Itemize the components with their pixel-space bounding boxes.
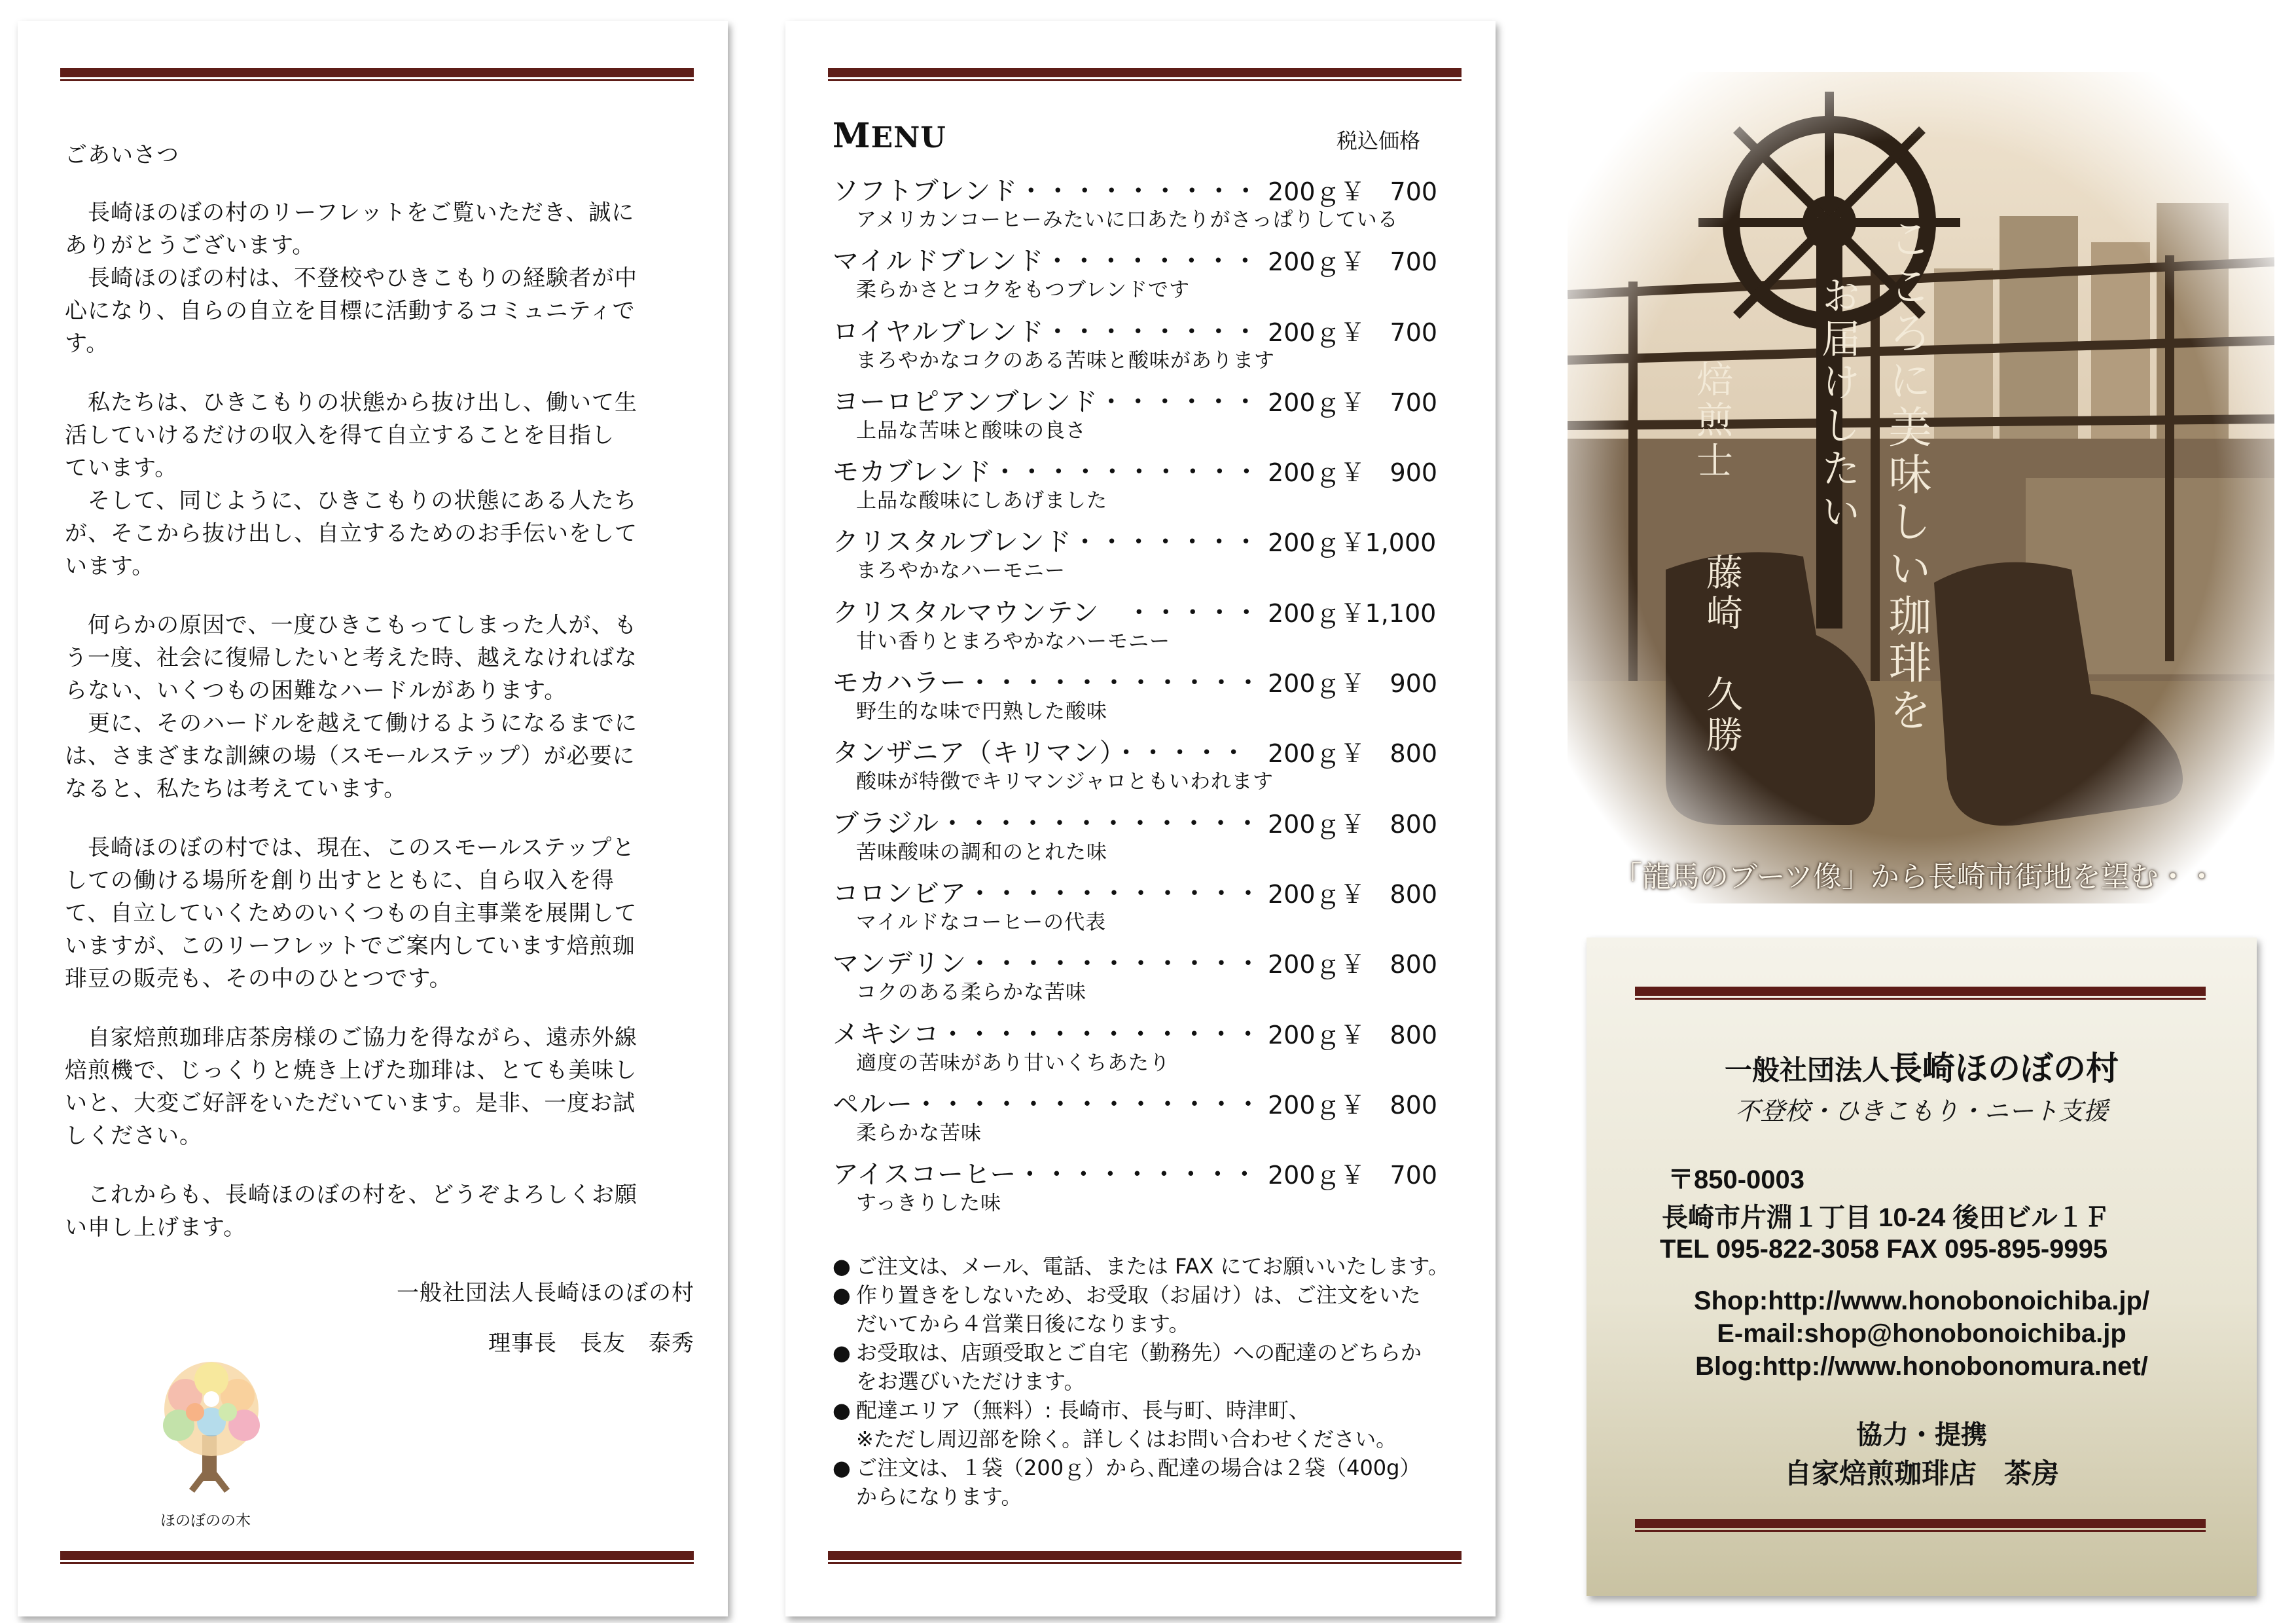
menu-item xyxy=(833,943,1487,1013)
menu-item-description: コクのある柔らかな苦味 xyxy=(856,981,1086,1005)
greeting-line: 何らかの原因で、一度ひきこもってしまった人が、も xyxy=(65,612,637,638)
order-note xyxy=(833,1338,1487,1396)
greeting-line: が、そこから抜け出し、自立するためのお手伝いをして xyxy=(65,520,637,547)
greeting-line: 長崎ほのぼの村では、現在、このスモールステップと xyxy=(65,835,636,861)
greeting-line: しください。 xyxy=(65,1123,202,1149)
menu-item xyxy=(833,451,1487,521)
menu-item xyxy=(833,521,1487,591)
menu-item xyxy=(833,592,1487,662)
menu-title: MENU xyxy=(833,116,946,156)
menu-item-name: モカブレンド・・・・・・・・・・ xyxy=(833,457,1261,488)
greeting-line: う一度、社会に復帰したいと考えた時、越えなければな xyxy=(65,645,637,671)
menu-item-description: 上品な酸味にしあげました xyxy=(856,489,1107,513)
menu-item-name: コロンビア・・・・・・・・・・・ xyxy=(833,878,1262,909)
partner-label: 協力・提携 xyxy=(1856,1421,1987,1450)
partner-name: 自家焙煎珈琲店 茶房 xyxy=(1784,1458,2059,1489)
greeting-line: 心になり、自らの自立を目標に活動するコミュニティで xyxy=(65,298,636,324)
top-rule xyxy=(60,68,694,84)
greeting-line: す。 xyxy=(65,331,109,357)
slogan-line-1: こころに美味しい珈琲を xyxy=(1881,216,1931,735)
greeting-line: しての働ける場所を創り出すとともに、自ら収入を得 xyxy=(65,867,615,894)
menu-item-price: 200ｇ￥ 900 xyxy=(1268,669,1438,699)
menu-item-price: 200ｇ￥ 800 xyxy=(1268,879,1438,909)
menu-item-name: ソフトブレンド・・・・・・・・・ xyxy=(833,176,1260,206)
greeting-line: これからも、長崎ほのぼの村を、どうぞよろしくお願 xyxy=(65,1182,637,1208)
menu-item-description: 適度の苦味があり甘いくちあたり xyxy=(856,1051,1170,1075)
greeting-line: いと、大変ご好評をいただいています。是非、一度お試 xyxy=(65,1090,636,1116)
menu-item xyxy=(833,381,1487,451)
order-note xyxy=(833,1453,1487,1511)
menu-item xyxy=(833,1013,1487,1084)
menu-item-price: 200ｇ￥ 900 xyxy=(1268,458,1438,488)
email-address[interactable]: E-mail:shop@honobonoichiba.jp xyxy=(1717,1319,2126,1348)
menu-item xyxy=(833,873,1487,943)
menu-item-price: 200ｇ￥ 800 xyxy=(1268,739,1438,769)
greeting-panel xyxy=(18,21,728,1616)
org-signature: 一般社団法人長崎ほのぼの村 xyxy=(397,1280,694,1306)
order-note-line: 配達エリア（無料）: 長崎市、長与町、時津町、 xyxy=(856,1398,1310,1423)
menu-item-name: ロイヤルブレンド・・・・・・・・ xyxy=(833,316,1259,347)
tax-included-label: 税込価格 xyxy=(1336,128,1421,153)
menu-item xyxy=(833,803,1487,873)
menu-panel xyxy=(785,21,1496,1616)
menu-item-name: モカハラー・・・・・・・・・・・ xyxy=(833,668,1262,699)
greeting-line: 活していけるだけの収入を得て自立することを目指し xyxy=(65,422,615,448)
greeting-line: 琲豆の販売も、その中のひとつです。 xyxy=(65,966,452,992)
greeting-line: らない、いくつもの困難なハードルがあります。 xyxy=(65,678,567,704)
menu-item-price: 200ｇ￥1,000 xyxy=(1268,528,1437,558)
menu-item xyxy=(833,1154,1487,1224)
menu-item-price: 200ｇ￥ 700 xyxy=(1268,177,1438,206)
menu-item-name: アイスコーヒー・・・・・・・・・ xyxy=(833,1159,1259,1190)
menu-item xyxy=(833,240,1487,310)
order-note-line: ご注文は、１袋（200ｇ）から､配達の場合は２袋（400g） xyxy=(856,1455,1421,1480)
menu-item-name: マイルドブレンド・・・・・・・・ xyxy=(833,246,1259,277)
bullet-icon: ● xyxy=(833,1254,851,1279)
greeting-line: いますが、このリーフレットでご案内しています焙煎珈 xyxy=(65,933,636,959)
menu-list xyxy=(833,170,1487,1224)
bullet-icon: ● xyxy=(833,1398,851,1423)
order-note-line: 作り置きをしないため、お受取（お届け）は、ご注文をいた xyxy=(856,1283,1421,1307)
greeting-line: て、自立していくためのいくつもの自主事業を展開して xyxy=(65,900,637,926)
menu-item-price: 200ｇ￥1,100 xyxy=(1268,598,1437,628)
postal-code: 〒850-0003 xyxy=(1668,1165,1805,1194)
roaster-title: 焙煎士 xyxy=(1691,360,1733,482)
greeting-body xyxy=(65,196,693,1244)
contact-box xyxy=(1587,938,2257,1596)
menu-item-description: 柔らかさとコクをもつブレンドです xyxy=(856,278,1190,302)
menu-item-price: 200ｇ￥ 700 xyxy=(1268,247,1438,277)
menu-item-description: 野生的な味で円熟した酸味 xyxy=(856,700,1107,724)
menu-item-description: アメリカンコーヒーみたいに口あたりがさっぱりしている xyxy=(856,208,1399,232)
order-note-line: だいてから４営業日後になります。 xyxy=(856,1311,1190,1336)
menu-item xyxy=(833,662,1487,732)
order-note-line: からになります。 xyxy=(856,1484,1022,1509)
menu-item-description: まろやかなコクのある苦味と酸味があります xyxy=(856,348,1275,373)
address: 長崎市片淵１丁目 10-24 後田ビル１Ｆ xyxy=(1662,1203,2110,1232)
menu-item-description: 苦味酸味の調和のとれた味 xyxy=(856,840,1107,864)
greeting-line: い申し上げます。 xyxy=(65,1214,247,1241)
bullet-icon: ● xyxy=(833,1455,851,1480)
greeting-line: 長崎ほのぼの村のリーフレットをご覧いただき、誠に xyxy=(65,200,635,226)
top-rule xyxy=(828,68,1462,84)
menu-item-price: 200ｇ￥ 800 xyxy=(1268,1090,1438,1120)
menu-item-price: 200ｇ￥ 700 xyxy=(1268,388,1438,417)
menu-item-name: メキシコ・・・・・・・・・・・・ xyxy=(833,1019,1262,1049)
greeting-line: ています。 xyxy=(65,455,178,481)
menu-item-price: 200ｇ￥ 800 xyxy=(1268,950,1438,979)
menu-item-price: 200ｇ￥ 800 xyxy=(1268,1020,1438,1049)
bottom-rule xyxy=(1635,1519,2206,1535)
tree-logo xyxy=(139,1350,283,1501)
order-note-line: ※ただし周辺部を除く。詳しくはお問い合わせください。 xyxy=(856,1427,1397,1451)
greeting-line: います。 xyxy=(65,553,155,579)
menu-item-name: クリスタルブレンド・・・・・・・ xyxy=(833,527,1260,558)
top-rule xyxy=(1635,987,2206,1002)
bullet-icon: ● xyxy=(833,1283,851,1307)
org-subtitle: 不登校・ひきこもり・ニート支援 xyxy=(1734,1098,2108,1125)
menu-item-description: 上品な苦味と酸味の良さ xyxy=(856,418,1086,443)
bottom-rule xyxy=(60,1551,694,1567)
org-name: 一般社団法人長崎ほのぼの村 xyxy=(1724,1050,2119,1087)
greeting-line: 自家焙煎珈琲店茶房様のご協力を得ながら、遠赤外線 xyxy=(65,1025,637,1051)
menu-item-name: マンデリン・・・・・・・・・・・ xyxy=(833,949,1262,979)
greeting-line: 私たちは、ひきこもりの状態から抜け出し、働いて生 xyxy=(65,390,637,416)
order-note xyxy=(833,1281,1487,1338)
slogan-line-2: お届けしたい xyxy=(1815,275,1861,534)
bottom-rule xyxy=(828,1551,1462,1567)
menu-item-name: タンザニア（キリマン）・・・・・ xyxy=(833,738,1247,769)
menu-item-description: マイルドなコーヒーの代表 xyxy=(856,910,1107,934)
menu-item-description: まろやかなハーモニー xyxy=(856,559,1066,583)
signer-name: 理事長 長友 泰秀 xyxy=(488,1330,694,1357)
tel-fax: TEL 095-822-3058 FAX 095-895-9995 xyxy=(1660,1235,2108,1264)
menu-item-name: ヨーロピアンブレンド・・・・・・ xyxy=(833,386,1259,417)
greeting-heading: ごあいさつ xyxy=(65,142,179,168)
tree-caption: ほのぼのの木 xyxy=(160,1512,251,1529)
greeting-line: なると、私たちは考えています。 xyxy=(65,776,407,802)
menu-item-name: ペルー・・・・・・・・・・・・・ xyxy=(833,1089,1262,1120)
menu-item-name: ブラジル・・・・・・・・・・・・ xyxy=(833,808,1261,839)
bullet-icon: ● xyxy=(833,1340,851,1365)
greeting-line: 長崎ほのぼの村は、不登校やひきこもりの経験者が中 xyxy=(65,265,637,291)
greeting-line: そして、同じように、ひきこもりの状態にある人たち xyxy=(65,488,637,514)
greeting-line: 焙煎機で、じっくりと焼き上げた珈琲は、とても美味し xyxy=(65,1057,637,1084)
menu-item-name: クリスタルマウンテン ・・・・・ xyxy=(833,597,1261,628)
menu-item-price: 200ｇ￥ 800 xyxy=(1268,809,1438,839)
menu-item-price: 200ｇ￥ 700 xyxy=(1268,318,1438,347)
order-note-line: をお選びいただけます。 xyxy=(856,1369,1085,1394)
blog-url[interactable]: Blog:http://www.honobonomura.net/ xyxy=(1695,1352,2148,1381)
menu-item-description: 甘い香りとまろやかなハーモニー xyxy=(856,629,1170,653)
menu-item xyxy=(833,1084,1487,1154)
roaster-name: 藤崎 久勝 xyxy=(1700,553,1743,756)
order-note-line: お受取は、店頭受取とご自宅（勤務先）への配達のどちらか xyxy=(856,1340,1422,1365)
order-notes xyxy=(833,1252,1487,1511)
menu-item xyxy=(833,170,1487,240)
photo-caption: 「龍馬のブーツ像」から長崎市街地を望む・・ xyxy=(1613,861,2216,893)
menu-item xyxy=(833,311,1487,381)
order-note xyxy=(833,1252,1487,1281)
greeting-line: 更に、そのハードルを越えて働けるようになるまでに xyxy=(65,710,637,737)
greeting-line: ありがとうございます。 xyxy=(65,232,315,259)
boots-photo xyxy=(1568,72,2274,903)
greeting-line: は、さまざまな訓練の場（スモールステップ）が必要に xyxy=(65,743,636,769)
order-note-line: ご注文は、メール、電話、または FAX にてお願いいたします。 xyxy=(856,1254,1449,1279)
menu-item xyxy=(833,732,1487,802)
menu-item-description: すっきりした味 xyxy=(856,1192,1002,1216)
menu-item-price: 200ｇ￥ 700 xyxy=(1268,1161,1438,1190)
menu-item-description: 酸味が特徴でキリマンジャロともいわれます xyxy=(856,770,1274,794)
menu-item-description: 柔らかな苦味 xyxy=(856,1121,982,1145)
shop-url[interactable]: Shop:http://www.honobonoichiba.jp/ xyxy=(1693,1286,2150,1315)
order-note xyxy=(833,1396,1487,1453)
